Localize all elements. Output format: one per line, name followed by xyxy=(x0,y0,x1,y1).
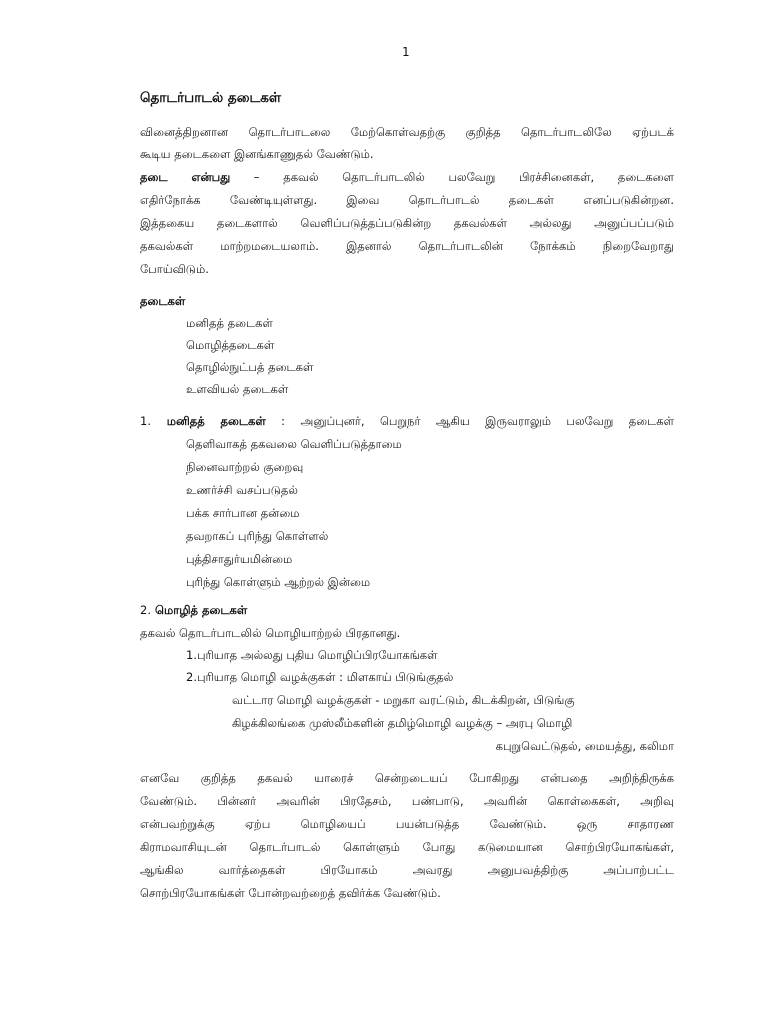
language-item-1: 1.புரியாத அல்லது புதிய மொழிப்பிரயோகங்கள் xyxy=(186,648,438,662)
conclusion-line-2: வேண்டும். பின்னர் அவரின் பிரதேசம், பண்பாடு, அவரின் கொள்கைகள், அறிவு xyxy=(140,794,674,808)
barriers-item: மனிதத் தடைகள் xyxy=(186,316,273,330)
definition-line-1 xyxy=(140,170,674,184)
language-sub-1: வட்டார மொழி வழக்குகள் - மறுகா வரட்டும், கிடக்கிறன், பிடுங்கு xyxy=(232,693,575,707)
definition-line-2: எதிர்நோக்க வேண்டியுள்ளது. இவை தொடர்பாடல் தடைகள் எனப்படுகின்றன. xyxy=(140,193,674,207)
language-sub-2: கிழக்கிலங்கை முஸ்லீம்களின் தமிழ்மொழி வழக்கு – அரபு மொழி xyxy=(232,716,573,730)
definition-line-4: தகவல்கள் மாற்றமடையலாம். இதனால் தொடர்பாடலின் நோக்கம் நிறைவேறாது xyxy=(140,239,674,253)
barriers-item: உளவியல் தடைகள் xyxy=(186,382,289,396)
language-sub-3: கபுறுவெட்டுதல், மையத்து, கலிமா xyxy=(495,739,674,753)
page-title: தொடர்பாடல் தடைகள் xyxy=(140,90,282,106)
conclusion-line-1: எனவே குறித்த தகவல் யாரைச் சென்றடையப் போகிறது என்பதை அறிந்திருக்க xyxy=(140,771,674,785)
language-barriers-heading-line xyxy=(140,603,247,617)
barriers-item: தொழில்நுட்பத் தடைகள் xyxy=(186,360,314,374)
definition-term: தடை என்பது xyxy=(140,170,231,184)
conclusion-line-4: கிராமவாசியுடன் தொடர்பாடல் கொள்ளும் போது கடுமையான சொற்பிரயோகங்கள், xyxy=(140,840,674,854)
definition-line-5: போய்விடும். xyxy=(140,262,209,276)
human-description: : அனுப்புனர், பெறுநர் ஆகிய இருவராலும் பலவேறு தடைகள் xyxy=(265,414,674,428)
conclusion-line-6: சொற்பிரயோகங்கள் போன்றவற்றைத் தவிர்க்க வேண்டும். xyxy=(140,886,441,900)
human-barriers-heading-line xyxy=(140,414,674,428)
human-item: பக்க சார்பான தன்மை xyxy=(186,506,300,520)
language-number: 2. xyxy=(140,603,151,617)
intro-line-2: கூடிய தடைகளை இனங்காணுதல் வேண்டும். xyxy=(140,147,374,161)
page-number: 1 xyxy=(402,45,410,59)
human-item: தெளிவாகத் தகவலை வெளிப்படுத்தாமை xyxy=(186,437,402,451)
conclusion-line-5: ஆங்கில வார்த்தைகள் பிரயோகம் அவரது அனுபவத்திற்கு அப்பாற்பட்ட xyxy=(140,863,674,877)
human-item: உணர்ச்சி வசப்படுதல் xyxy=(186,483,298,497)
human-item: நினைவாற்றல் குறைவு xyxy=(186,460,304,474)
language-intro: தகவல் தொடர்பாடலில் மொழியாற்றல் பிரதானது. xyxy=(140,626,401,640)
human-heading: மனிதத் தடைகள் xyxy=(150,414,266,428)
language-heading: மொழித் தடைகள் xyxy=(150,603,248,617)
intro-line-1: வினைத்திறனான தொடர்பாடலை மேற்கொள்வதற்கு குறித்த தொடர்பாடலிலே ஏற்படக் xyxy=(140,125,674,139)
definition-line-1-rest: – தகவல் தொடர்பாடலில் பலவேறு பிரச்சினைகள், தடைகளை xyxy=(230,170,674,184)
human-item: தவறாகப் புரிந்து கொள்ளல் xyxy=(186,529,329,543)
human-item: புத்திசாதுர்யமின்மை xyxy=(186,552,293,566)
definition-line-3: இத்தகைய தடைகளால் வெளிப்படுத்தப்படுகின்ற தகவல்கள் அல்லது அனுப்பப்படும் xyxy=(140,216,674,230)
human-number: 1. xyxy=(140,414,151,428)
barriers-heading: தடைகள் xyxy=(140,294,186,308)
human-item: புரிந்து கொள்ளும் ஆற்றல் இன்மை xyxy=(186,575,371,589)
barriers-item: மொழித்தடைகள் xyxy=(186,338,275,352)
conclusion-line-3: என்பவற்றுக்கு ஏற்ப மொழியைப் பயன்படுத்த வேண்டும். ஒரு சாதாரண xyxy=(140,817,674,831)
language-item-2: 2.புரியாத மொழி வழக்குகள் : மிளகாய் பிடுங்குதல் xyxy=(186,670,454,684)
